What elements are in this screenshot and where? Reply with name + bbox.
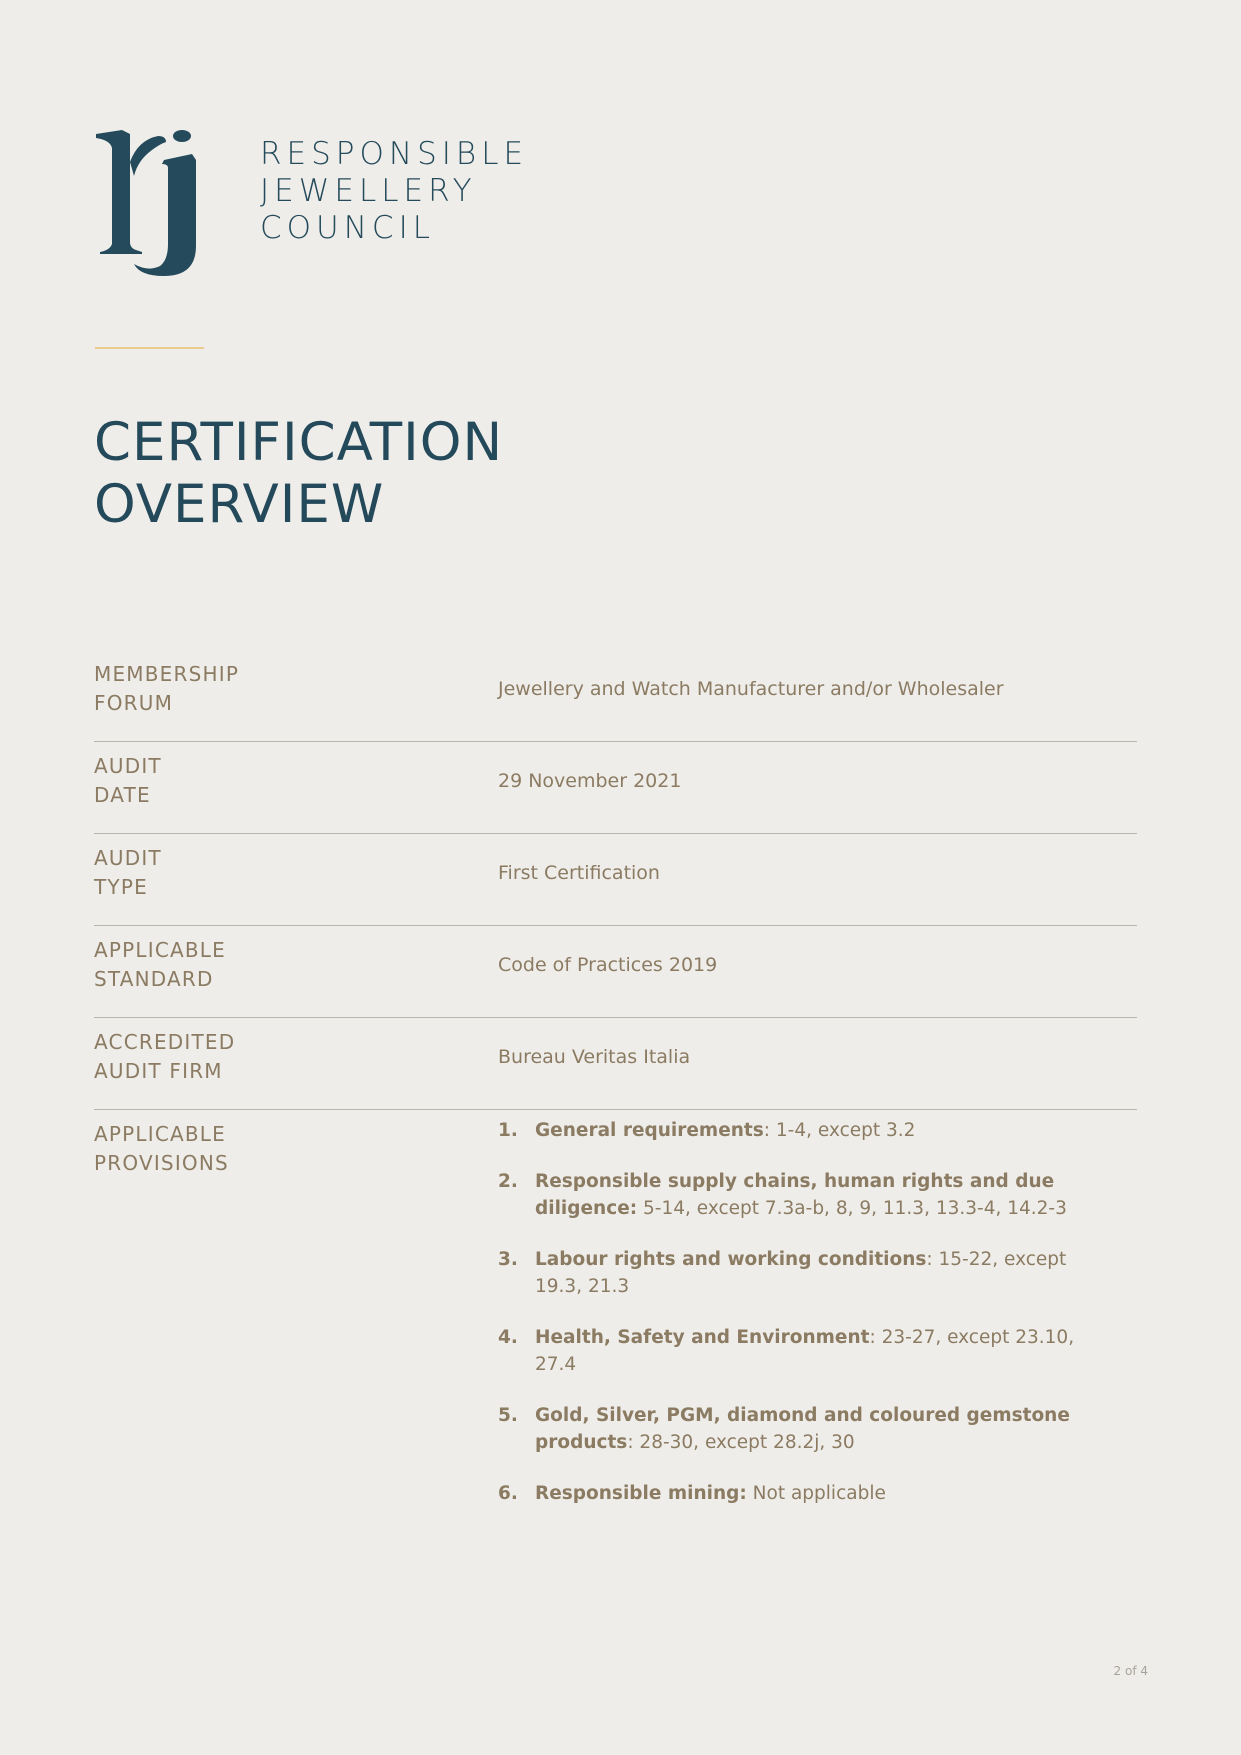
list-item-text: : 28-30, except 28.2j, 30 [627,1432,855,1453]
list-item-title: Labour rights and working conditions [535,1249,927,1270]
list-item-title: Health, Safety and Environment [535,1327,870,1348]
list-item [498,1480,1098,1507]
list-item-number: 5. [498,1405,518,1426]
row-applicable-standard [94,926,1137,1018]
overview-table [94,650,1137,1510]
row-label-line-2: PROVISIONS [94,1151,229,1175]
logo-line-1: RESPONSIBLE [260,136,529,172]
list-item-number: 2. [498,1171,518,1192]
row-label [94,752,162,810]
row-label-line-1: ACCREDITED [94,1030,236,1054]
list-item-number: 1. [498,1120,518,1141]
row-label [94,936,226,994]
row-value: 29 November 2021 [498,770,682,792]
provisions-list [498,1117,1098,1531]
row-label-line-2: STANDARD [94,967,214,991]
logo-line-2: JEWELLERY [260,173,477,209]
list-item-text: Not applicable [746,1483,886,1504]
logo-wordmark [260,136,528,247]
list-item [498,1246,1098,1300]
list-item-number: 6. [498,1483,518,1504]
list-item-title: Responsible mining: [535,1483,747,1504]
accent-divider [95,347,204,349]
list-item-title: Gold, Silver, PGM, diamond and coloured gemstone products [535,1405,1070,1453]
list-item [498,1324,1098,1378]
row-membership-forum [94,650,1137,742]
row-audit-type [94,834,1137,926]
list-item-text: : 15-22, except 19.3, 21.3 [535,1249,1067,1297]
rj-monogram-icon [94,128,204,276]
page-title-line-1: CERTIFICATION [94,412,504,473]
row-value: Code of Practices 2019 [498,954,718,976]
rjc-logo [94,128,529,278]
row-label [94,1028,235,1086]
row-applicable-provisions [94,1110,1137,1510]
row-label-line-1: AUDIT [94,846,162,870]
row-label [94,844,162,902]
row-value: Jewellery and Watch Manufacturer and/or Wholesaler [498,678,1004,700]
row-label-line-2: DATE [94,783,151,807]
list-item-text: 5-14, except 7.3a-b, 8, 9, 11.3, 13.3-4, 14.2-3 [637,1198,1067,1219]
row-label-line-1: APPLICABLE [94,938,226,962]
row-label [94,1120,229,1178]
row-label [94,660,239,718]
row-label-line-1: APPLICABLE [94,1122,226,1146]
row-label-line-2: TYPE [94,875,148,899]
row-label-line-1: MEMBERSHIP [94,662,240,686]
list-item-text: : 23-27, except 23.10, 27.4 [535,1327,1075,1375]
row-accredited-audit-firm [94,1018,1137,1110]
row-value: Bureau Veritas Italia [498,1046,691,1068]
list-item-text: : 1-4, except 3.2 [763,1120,916,1141]
row-label-line-2: AUDIT FIRM [94,1059,223,1083]
list-item [498,1402,1098,1456]
list-item-title: General requirements [535,1120,764,1141]
list-item [498,1168,1098,1222]
list-item-title: Responsible supply chains, human rights and due diligence: [535,1171,1055,1219]
page-number: 2 of 4 [1113,1664,1148,1678]
list-item-number: 3. [498,1249,518,1270]
row-label-line-2: FORUM [94,691,174,715]
list-item [498,1117,1098,1144]
list-item-number: 4. [498,1327,518,1348]
row-audit-date [94,742,1137,834]
page-title [94,412,503,536]
row-label-line-1: AUDIT [94,754,162,778]
row-value: First Certification [498,862,660,884]
page-title-line-2: OVERVIEW [94,474,385,535]
logo-line-3: COUNCIL [260,210,435,246]
